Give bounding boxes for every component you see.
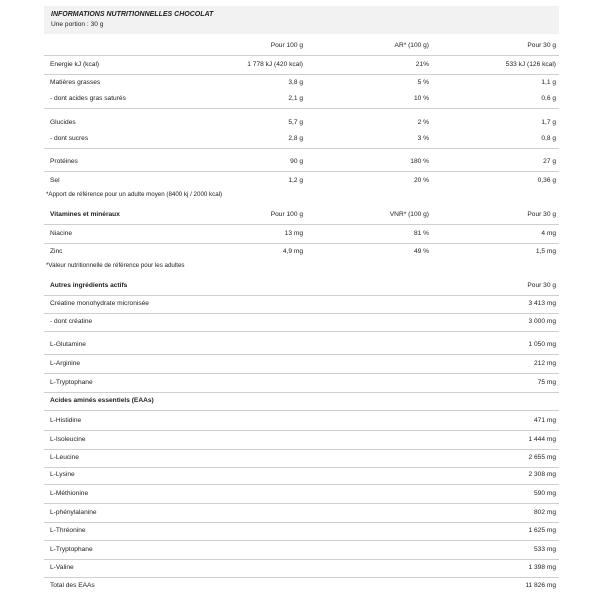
vitamins-title: Vitamines et minéraux [50,211,120,218]
row-per30: 533 mg [534,546,556,553]
eaa-header-row [44,391,559,411]
col-vnr: VNR* (100 g) [389,211,429,218]
col-ar: AR* (100 g) [394,42,429,49]
row-label: L-Arginine [50,360,81,367]
col-per30: Pour 30 g [527,211,556,218]
table-row [44,171,559,190]
row-label: L-Tryptophane [50,546,93,553]
portion-size: Une portion : 30 g [51,21,104,28]
row-ar: 20 % [413,177,429,184]
table-row [44,312,559,332]
table-title: INFORMATIONS NUTRITIONNELLES CHOCOLAT [51,11,214,18]
nutrition-footnote: *Apport de référence pour un adulte moyen (8400 kj / 2000 kcal) [46,191,223,198]
row-label: Energie kJ (kcal) [50,61,100,68]
row-per30: 11 826 mg [525,582,556,589]
table-row [44,430,559,450]
table-row [44,152,559,172]
row-per30: 1 625 mg [528,527,556,534]
col-per100: Pour 100 g [270,211,303,218]
row-per30: 2 655 mg [528,454,556,461]
row-label: - dont acides gras saturés [50,95,126,102]
row-ar: 3 % [417,135,429,142]
row-per30: 212 mg [534,360,556,367]
row-label: Zinc [50,248,63,255]
row-ar: 21% [415,61,429,68]
row-ar: 180 % [410,158,429,165]
table-row [44,465,559,485]
row-per30: 4 mg [541,230,556,237]
row-per30: 2 308 mg [528,471,556,478]
row-per100: 13 mg [284,230,303,237]
row-label: - dont créatine [50,318,93,325]
table-header-banner [44,6,559,34]
table-row [44,354,559,374]
row-vnr: 49 % [413,248,429,255]
col-per100: Pour 100 g [270,42,303,49]
row-label: Protéines [50,158,78,165]
row-per100: 1 778 kJ (420 kcal) [247,61,303,68]
row-label: L-Valine [50,564,74,571]
row-per30: 590 mg [534,490,556,497]
table-row [44,373,559,393]
row-label: Glucides [50,119,76,126]
row-per100: 90 g [290,158,303,165]
row-per30: 3 000 mg [528,318,556,325]
row-per100: 5,7 g [288,119,303,126]
row-per30: 802 mg [534,509,556,516]
row-label: Créatine monohydrate micronisée [50,300,149,307]
table-row [44,411,559,431]
row-label: L-phénylalanine [50,509,97,516]
table-row [44,129,559,149]
row-per100: 2,8 g [288,135,303,142]
row-per30: 27 g [543,158,556,165]
row-per30: 1,7 g [541,119,556,126]
row-per100: 1,2 g [288,177,303,184]
row-label: L-Leucine [50,454,79,461]
table-row [44,484,559,504]
row-label: L-Tryptophane [50,379,93,386]
row-per30: 0,36 g [537,177,556,184]
row-label: Sel [50,177,60,184]
row-per30: 0,6 g [541,95,556,102]
row-per30: 1 050 mg [528,341,556,348]
row-label: Total des EAAs [50,582,95,589]
row-label: L-Glutamine [50,341,86,348]
table-row [44,540,559,560]
table-row [44,335,559,355]
row-per100: 4,9 mg [282,248,303,255]
row-per30: 75 mg [537,379,556,386]
row-label: - dont sucres [50,135,89,142]
row-per30: 533 kJ (126 kcal) [505,61,556,68]
table-row [44,242,559,261]
row-per30: 1 444 mg [528,436,556,443]
col-per30: Pour 30 g [527,42,556,49]
row-per100: 3,8 g [288,79,303,86]
row-label: L-Lysine [50,471,75,478]
table-row [44,89,559,109]
row-vnr: 81 % [413,230,429,237]
table-row [44,55,559,75]
table-row [44,294,559,314]
row-ar: 5 % [417,79,429,86]
active-title: Autres ingrédients actifs [50,282,128,289]
row-label: L-Histidine [50,417,82,424]
nutrition-header-row [44,36,559,56]
row-ar: 10 % [413,95,429,102]
vitamins-header-row [44,205,559,225]
table-row [44,503,559,523]
row-label: L-Thréonine [50,527,86,534]
row-label: Niacine [50,230,72,237]
row-per30: 1 398 mg [528,564,556,571]
vitamins-footnote: *Valeur nutritionnelle de référence pour les adultes [46,262,185,269]
row-per30: 0,8 g [541,135,556,142]
table-row [44,521,559,541]
row-per30: 1,1 g [541,79,556,86]
row-per30: 1,5 mg [535,248,556,255]
row-label: L-Méthionine [50,490,89,497]
row-per100: 2,1 g [288,95,303,102]
row-label: L-Isoleucine [50,436,86,443]
row-per30: 3 413 mg [528,300,556,307]
row-label: Matières grasses [50,79,101,86]
col-per30: Pour 30 g [527,282,556,289]
table-row [44,576,559,595]
row-per30: 471 mg [534,417,556,424]
row-ar: 2 % [417,119,429,126]
eaa-title: Acides aminés essentiels (EAAs) [50,397,154,404]
active-header-row [44,276,559,296]
table-row [44,224,559,244]
table-row [44,558,559,578]
